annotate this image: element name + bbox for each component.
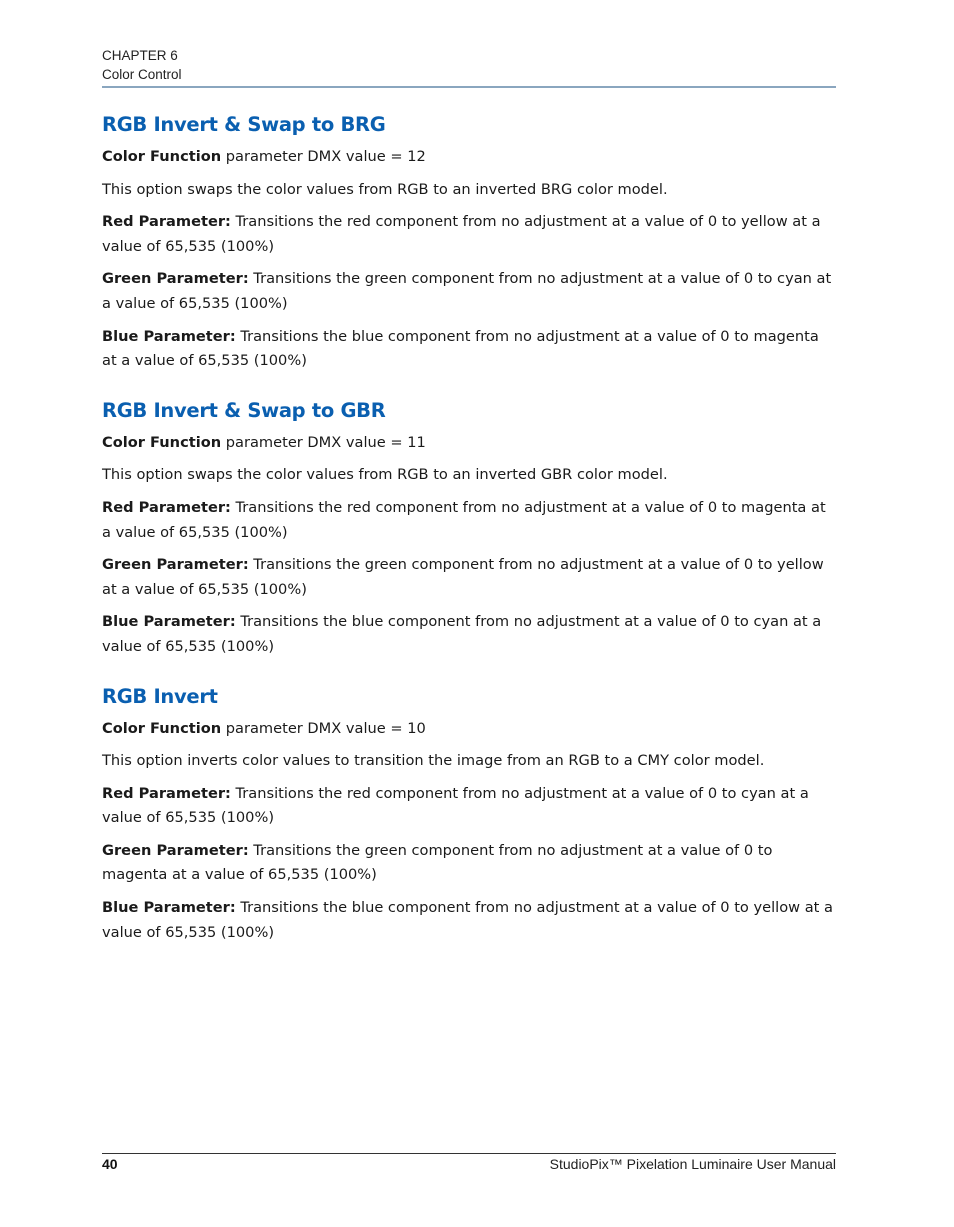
parameter-description: Transitions the red component from no adjustment at a value of 0 to cyan at a value of 65,535 (100%) (102, 784, 809, 827)
parameter-description: Transitions the green component from no adjustment at a value of 0 to yellow at a value of 65,535 (100%) (102, 556, 824, 598)
parameter-label: Blue Parameter: (102, 899, 236, 917)
chapter-section-label: Color Control (102, 67, 182, 82)
parameter-description: Transitions the red component from no adjustment at a value of 0 to magenta at a value of 65,535 (100%) (102, 498, 826, 541)
section-rgb-invert-swap-brg (102, 112, 836, 374)
red-parameter (102, 210, 836, 259)
footer-divider (102, 1153, 836, 1154)
parameter-label: Green Parameter: (102, 270, 249, 288)
section-intro: This option inverts color values to transition the image from an RGB to a CMY color model. (102, 752, 765, 770)
section-heading: RGB Invert & Swap to BRG (102, 113, 386, 136)
parameter-description: Transitions the blue component from no adjustment at a value of 0 to magenta at a value of 65,535 (100%) (102, 327, 819, 370)
color-function-value: parameter DMX value = 11 (221, 433, 426, 451)
parameter-label: Green Parameter: (102, 841, 249, 859)
section-heading: RGB Invert (102, 684, 218, 708)
color-function-value: parameter DMX value = 12 (221, 148, 426, 165)
parameter-description: Transitions the blue component from no adjustment at a value of 0 to yellow at a value of 65,535 (100%) (102, 899, 833, 941)
page-content (102, 112, 836, 953)
parameter-description: Transitions the green component from no adjustment at a value of 0 to magenta at a value of 65,535 (100%) (102, 841, 773, 884)
red-parameter (102, 782, 836, 831)
chapter-label: CHAPTER 6 (102, 48, 178, 63)
parameter-label: Blue Parameter: (102, 327, 236, 345)
blue-parameter (102, 610, 836, 659)
green-parameter (102, 267, 836, 316)
color-function-label: Color Function (102, 148, 222, 165)
green-parameter (102, 839, 836, 888)
page-number: 40 (102, 1156, 118, 1172)
color-function-label: Color Function (102, 433, 222, 451)
blue-parameter (102, 325, 836, 374)
parameter-label: Red Parameter: (102, 213, 231, 231)
color-function-line (102, 145, 836, 170)
color-function-line (102, 431, 836, 456)
section-heading: RGB Invert & Swap to GBR (102, 398, 386, 422)
section-rgb-invert (102, 684, 836, 946)
parameter-label: Blue Parameter: (102, 613, 236, 631)
blue-parameter (102, 896, 836, 945)
parameter-description: Transitions the red component from no adjustment at a value of 0 to yellow at a value of 65,535 (100%) (102, 213, 821, 255)
parameter-description: Transitions the blue component from no adjustment at a value of 0 to cyan at a value of 65,535 (100%) (102, 613, 822, 655)
color-function-line (102, 717, 836, 742)
section-intro: This option swaps the color values from RGB to an inverted GBR color model. (102, 466, 668, 484)
parameter-description: Transitions the green component from no adjustment at a value of 0 to cyan at a value of 65,535 (100%) (102, 270, 832, 312)
parameter-label: Red Parameter: (102, 784, 231, 802)
color-function-value: parameter DMX value = 10 (221, 719, 426, 737)
running-header (102, 46, 836, 84)
parameter-label: Red Parameter: (102, 498, 231, 516)
manual-title: StudioPix™ Pixelation Luminaire User Manual (549, 1156, 836, 1172)
parameter-label: Green Parameter: (102, 556, 249, 574)
color-function-label: Color Function (102, 719, 222, 737)
green-parameter (102, 553, 836, 602)
red-parameter (102, 496, 836, 545)
header-divider (102, 86, 836, 88)
section-rgb-invert-swap-gbr (102, 398, 836, 660)
section-intro: This option swaps the color values from RGB to an inverted BRG color model. (102, 180, 668, 198)
